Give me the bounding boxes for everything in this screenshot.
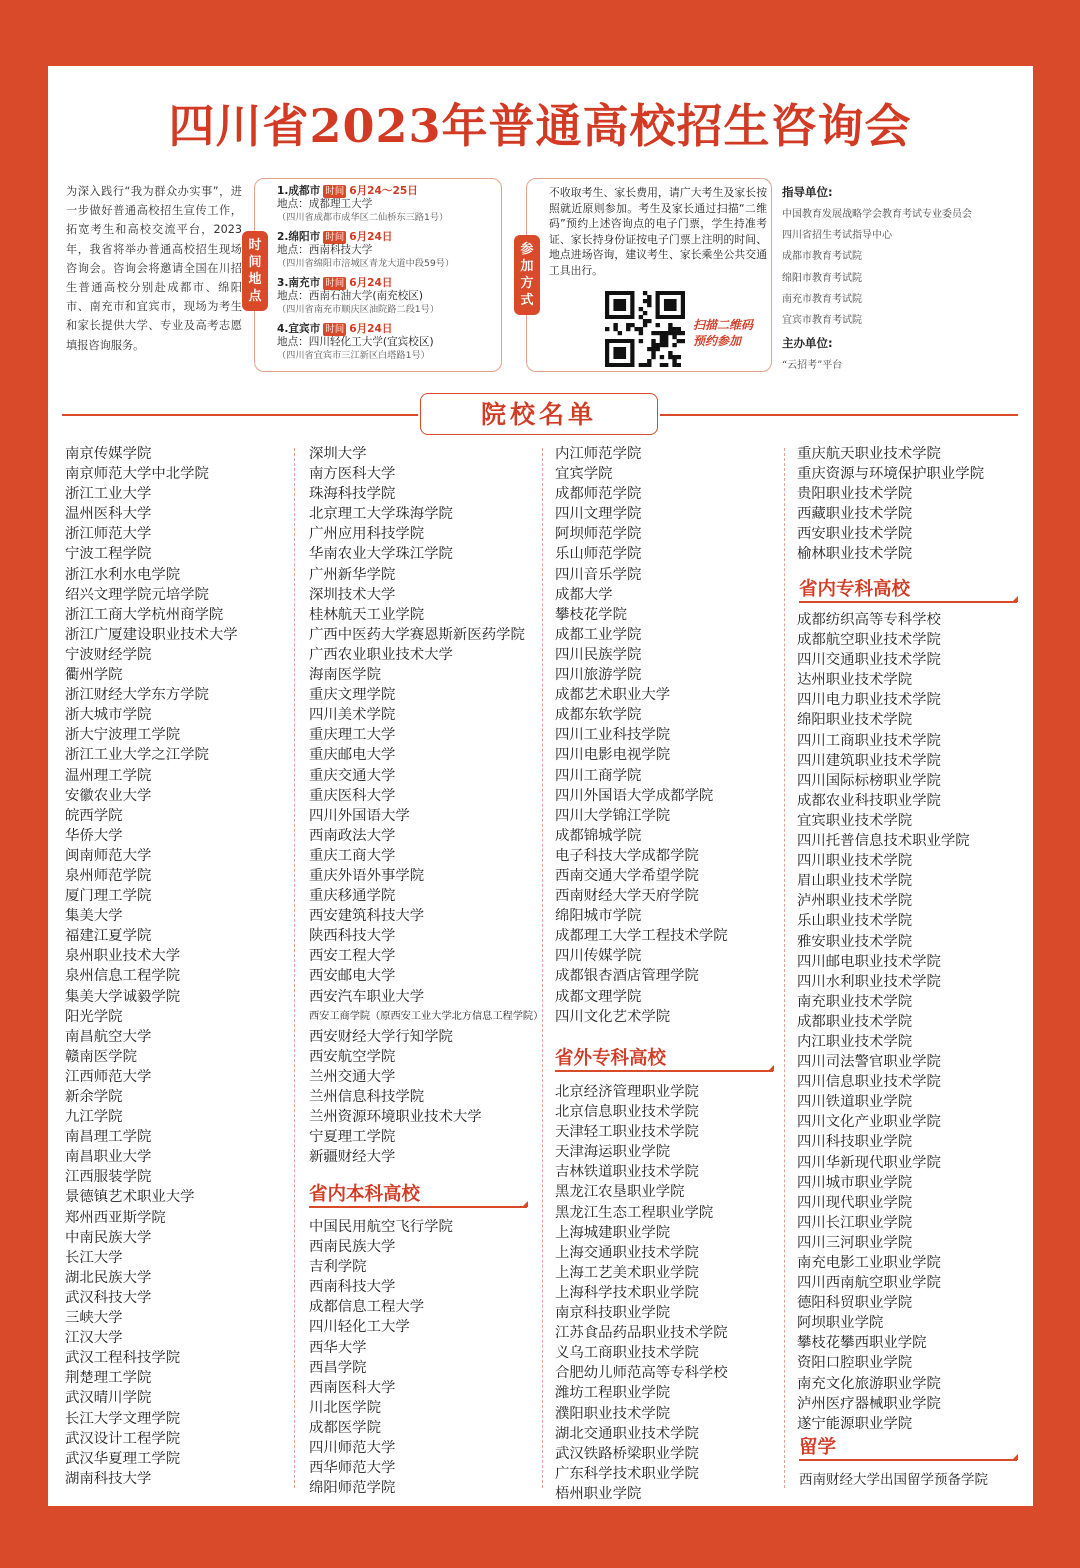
- college-item: 集美大学: [65, 908, 123, 925]
- college-item: 成都理工大学工程技术学院: [555, 928, 728, 945]
- college-item: 西南财经大学天府学院: [555, 888, 699, 905]
- college-item: 西安工程大学: [309, 948, 396, 965]
- college-item: 兰州交通大学: [309, 1068, 396, 1085]
- college-item: 桂林航天工业学院: [309, 606, 425, 623]
- scan-label-line1: 扫描二维码: [693, 318, 754, 332]
- college-item: 海南医学院: [309, 667, 381, 684]
- stop-date: 6月24～25日: [349, 185, 418, 197]
- college-item: 西华大学: [309, 1339, 367, 1356]
- college-column-3b: [555, 1082, 728, 1504]
- stop-address: （四川省成都市成华区二仙桥东三路1号）: [277, 212, 449, 223]
- college-column-4b: [797, 610, 970, 1434]
- college-item: 衢州学院: [65, 667, 123, 684]
- college-item: 新疆财经大学: [309, 1149, 396, 1166]
- college-item: 广州应用科技学院: [309, 526, 425, 543]
- college-item: 重庆工商大学: [309, 847, 396, 864]
- college-item: 四川文理学院: [555, 506, 642, 523]
- college-item: 四川工商学院: [555, 767, 642, 784]
- college-item: 四川电力职业技术学院: [797, 692, 941, 709]
- college-item: 四川长江职业学院: [797, 1214, 913, 1231]
- college-item: 上海交通职业技术学院: [555, 1244, 699, 1261]
- college-item: 浙江广厦建设职业技术大学: [65, 626, 238, 643]
- page-title: 四川省2023年普通高校招生咨询会: [168, 99, 912, 153]
- college-item: 南昌职业大学: [65, 1149, 152, 1166]
- college-item: 成都医学院: [309, 1419, 381, 1436]
- college-item: 四川外国语大学: [309, 807, 410, 824]
- college-item: 四川交通职业技术学院: [797, 652, 941, 669]
- college-item: 湖北交通职业技术学院: [555, 1425, 699, 1442]
- college-item: 宁波财经学院: [65, 646, 152, 663]
- college-item: 兰州资源环境职业技术大学: [309, 1109, 482, 1126]
- qr-code-icon[interactable]: [605, 291, 685, 367]
- college-item: 宁夏理工学院: [309, 1129, 396, 1146]
- college-item: 温州医科大学: [65, 506, 152, 523]
- college-item: 四川铁道职业学院: [797, 1094, 913, 1111]
- college-item: 西安建筑科技大学: [309, 908, 425, 925]
- join-tag: [514, 235, 540, 315]
- college-item: 泸州医疗器械职业学院: [797, 1395, 941, 1412]
- stop-date: 6月24日: [349, 277, 393, 289]
- stop-place: 地点：四川轻化工大学(宜宾校区): [277, 336, 434, 348]
- college-item: 西安汽车职业大学: [309, 988, 425, 1005]
- section-title-in-province-college: 省内专科高校: [799, 579, 911, 600]
- college-item: 浙江水利水电学院: [65, 566, 181, 583]
- college-item: 四川城市职业学院: [797, 1174, 913, 1191]
- time-label: 时间: [325, 278, 345, 289]
- college-item: 广东科学技术职业学院: [555, 1465, 699, 1482]
- organizers: [782, 180, 1032, 376]
- college-item: 赣南医学院: [65, 1048, 137, 1065]
- college-item: 北京理工大学珠海学院: [309, 506, 453, 523]
- college-item: 四川文化艺术学院: [555, 1008, 671, 1025]
- college-item: 武汉晴川学院: [65, 1390, 152, 1407]
- scan-label: [693, 317, 753, 349]
- college-item: 南京传媒学院: [65, 446, 152, 462]
- college-item: 武汉华夏理工学院: [65, 1450, 181, 1467]
- college-item: 泉州职业技术大学: [65, 948, 181, 965]
- college-item: 西安职业技术学院: [797, 526, 913, 543]
- college-item: 南方医科大学: [309, 466, 396, 483]
- college-item: 重庆医科大学: [309, 787, 396, 804]
- college-item: 阿坝职业学院: [797, 1315, 884, 1332]
- guide-label: 指导单位:: [782, 185, 833, 199]
- college-item: 三峡大学: [65, 1310, 123, 1327]
- time-label: 时间: [325, 232, 345, 243]
- college-item: 北京信息职业技术学院: [555, 1104, 699, 1121]
- college-item: 重庆文理学院: [309, 687, 396, 704]
- college-item: 四川音乐学院: [555, 566, 642, 583]
- college-item: 潍坊工程职业学院: [555, 1385, 671, 1402]
- college-item: 电子科技大学成都学院: [555, 847, 699, 864]
- college-item: 西南民族大学: [309, 1239, 396, 1256]
- college-item: 四川师范大学: [309, 1440, 396, 1457]
- college-item: 四川西南航空职业学院: [797, 1275, 941, 1292]
- college-item: 濮阳职业技术学院: [555, 1405, 671, 1422]
- college-item: 绵阳城市学院: [555, 908, 642, 925]
- college-item: 合肥幼儿师范高等专科学校: [555, 1365, 728, 1382]
- college-item: 四川水利职业技术学院: [797, 973, 941, 990]
- college-item: 阿坝师范学院: [555, 526, 642, 543]
- guide-org: 成都市教育考试院: [782, 251, 862, 263]
- college-item: 四川托普信息技术职业学院: [797, 833, 970, 850]
- college-item: 德阳科贸职业学院: [797, 1295, 913, 1312]
- college-item: 南京科技职业学院: [555, 1305, 671, 1322]
- college-item: 四川大学锦江学院: [555, 807, 671, 824]
- college-item: 武汉铁路桥梁职业学院: [555, 1445, 699, 1462]
- college-item: 南充职业技术学院: [797, 993, 913, 1010]
- college-item: 义乌工商职业技术学院: [555, 1345, 699, 1362]
- college-item: 西南交通大学希望学院: [555, 867, 699, 884]
- college-item: 成都师范学院: [555, 486, 642, 503]
- college-item: 四川建筑职业技术学院: [797, 752, 941, 769]
- college-column-3: [555, 444, 728, 1027]
- college-item: 武汉设计工程学院: [65, 1430, 181, 1447]
- college-item: 雅安职业技术学院: [797, 933, 913, 950]
- college-column-1: [65, 444, 238, 1489]
- college-item: 西安航空学院: [309, 1048, 396, 1065]
- stop-item: [277, 231, 499, 270]
- college-item: 阳光学院: [65, 1008, 123, 1025]
- college-item: 四川旅游学院: [555, 667, 642, 684]
- college-item: 武汉科技大学: [65, 1289, 152, 1306]
- college-item: 成都大学: [555, 586, 613, 603]
- college-item: 珠海科技学院: [309, 486, 396, 503]
- column-divider: [784, 448, 785, 1488]
- guide-org: 南充市教育考试院: [782, 293, 862, 305]
- college-item: 宁波工程学院: [65, 546, 152, 563]
- college-item: 浙大城市学院: [65, 707, 152, 724]
- time-label: 时间: [325, 324, 345, 335]
- intro-text: 为深入践行“我为群众办实事”，进一步做好普通高校招生宣传工作，拓宽考生和高校交流平台，2023年，我省将举办普通高校招生现场咨询会。咨询会将邀请全国在川招生普通高校分别赴成都市、绵阳市、南充市和宜宾市，现场为考生和家长提供大学、专业及高考志愿填报咨询服务。: [66, 185, 242, 352]
- college-item: 浙江工业大学之江学院: [65, 747, 209, 764]
- college-item: 眉山职业技术学院: [797, 873, 913, 890]
- college-item: 泉州信息工程学院: [65, 968, 181, 985]
- college-item: 内江师范学院: [555, 446, 642, 462]
- college-item: 南京师范大学中北学院: [65, 466, 209, 483]
- stop-address: （四川省南充市顺庆区油院路二段1号）: [277, 304, 440, 315]
- stop-city: 4.宜宾市: [277, 323, 321, 335]
- college-item: 湖南科技大学: [65, 1470, 152, 1487]
- college-item: 重庆理工大学: [309, 727, 396, 744]
- college-item: 西华师范大学: [309, 1460, 396, 1477]
- stop-date: 6月24日: [349, 231, 393, 243]
- guide-org: 中国教育发展战略学会教育考试专业委员会: [782, 209, 972, 220]
- college-item: 吉利学院: [309, 1259, 367, 1276]
- college-item: 成都信息工程大学: [309, 1299, 425, 1316]
- college-item: 宜宾学院: [555, 466, 613, 483]
- college-item: 中南民族大学: [65, 1229, 152, 1246]
- college-item: 贵阳职业技术学院: [797, 486, 913, 503]
- college-item: 西南医科大学: [309, 1379, 396, 1396]
- college-item: 深圳大学: [309, 446, 367, 462]
- section-underline: [309, 1206, 527, 1208]
- college-item: 陕西科技大学: [309, 928, 396, 945]
- college-item: 西安工商学院（原西安工业大学北方信息工程学院）: [309, 1010, 544, 1022]
- banner-line-right: [660, 414, 1018, 416]
- college-item: 成都职业技术学院: [797, 1013, 913, 1030]
- college-item: 重庆邮电大学: [309, 747, 396, 764]
- college-item: 四川外国语大学成都学院: [555, 787, 714, 804]
- college-item: 南昌航空大学: [65, 1028, 152, 1045]
- college-item: 江西师范大学: [65, 1068, 152, 1085]
- stop-city: 2.绵阳市: [277, 231, 321, 243]
- college-item: 成都农业科技职业学院: [797, 792, 941, 809]
- stop-item: [277, 323, 499, 362]
- stop-place: 地点：成都理工大学: [277, 198, 373, 210]
- college-item: 长江大学文理学院: [65, 1410, 181, 1427]
- college-item: 成都东软学院: [555, 707, 642, 724]
- college-item: 安徽农业大学: [65, 787, 152, 804]
- college-item: 西南财经大学出国留学预备学院: [799, 1472, 988, 1488]
- college-item: 闽南师范大学: [65, 847, 152, 864]
- college-item: 上海科学技术职业学院: [555, 1284, 699, 1301]
- college-item: 成都纺织高等专科学校: [797, 612, 941, 628]
- college-item: 南充电影工业职业学院: [797, 1255, 941, 1271]
- join-box: [520, 178, 772, 372]
- section-title-study-abroad: 留学: [799, 1437, 837, 1458]
- college-item: 四川文化产业职业学院: [797, 1114, 941, 1131]
- section-underline: [799, 601, 1017, 603]
- college-item: 梧州职业学院: [555, 1485, 642, 1502]
- time-place-tag: [242, 231, 268, 311]
- college-item: 皖西学院: [65, 807, 123, 824]
- college-item: 江汉大学: [65, 1330, 123, 1347]
- section-title-out-province-college: 省外专科高校: [555, 1048, 667, 1069]
- college-item: 上海城建职业学院: [555, 1224, 671, 1241]
- college-item: 榆林职业技术学院: [797, 546, 913, 563]
- college-item: 广西农业职业技术大学: [309, 646, 453, 663]
- college-item: 四川华新现代职业学院: [797, 1154, 941, 1171]
- tag-text: 时 间 地 点: [248, 238, 262, 304]
- college-item: 温州理工学院: [65, 767, 152, 784]
- section-underline: [799, 1459, 1017, 1461]
- college-item: 重庆外语外事学院: [309, 867, 425, 884]
- college-item: 成都银杏酒店管理学院: [555, 968, 699, 985]
- college-item: 武汉工程科技学院: [65, 1350, 181, 1367]
- college-item: 泉州师范学院: [65, 867, 152, 884]
- college-item: 四川职业技术学院: [797, 853, 913, 870]
- college-item: 吉林铁道职业技术学院: [555, 1164, 699, 1181]
- stop-date: 6月24日: [349, 323, 393, 335]
- college-item: 中国民用航空飞行学院: [309, 1219, 453, 1235]
- college-item: 宜宾职业技术学院: [797, 812, 913, 829]
- college-item: 荆楚理工学院: [65, 1370, 152, 1387]
- college-item: 成都艺术职业大学: [555, 687, 671, 704]
- college-item: 深圳技术大学: [309, 586, 396, 603]
- college-item: 长江大学: [65, 1249, 123, 1266]
- stop-place: 地点：西南科技大学: [277, 244, 373, 256]
- join-text: 不收取考生、家长费用，请广大考生及家长按照就近原则参加。考生及家长通过扫描“二维码”预约上述咨询点的电子门票，学生持准考证、家长持身份证按电子门票上注明的时间、地点进场咨询，建议考生、家长乘坐公共交通工具出行。: [549, 186, 767, 277]
- college-item: 景德镇艺术职业大学: [65, 1189, 195, 1206]
- stop-city: 1.成都市: [277, 185, 321, 197]
- college-item: 西南科技大学: [309, 1279, 396, 1296]
- college-item: 四川司法警官职业学院: [797, 1054, 941, 1071]
- college-item: 浙江财经大学东方学院: [65, 687, 209, 704]
- college-item: 四川美术学院: [309, 707, 396, 724]
- college-item: 浙江工商大学杭州商学院: [65, 606, 224, 623]
- college-item: 北京经济管理职业学院: [555, 1084, 699, 1100]
- college-item: 四川现代职业学院: [797, 1194, 913, 1211]
- stop-address: （四川省宜宾市三江新区白塔路1号）: [277, 350, 430, 361]
- college-item: 广西中医药大学赛恩斯新医药学院: [309, 626, 525, 643]
- college-item: 川北医学院: [309, 1399, 381, 1416]
- college-item: 达州职业技术学院: [797, 672, 913, 689]
- college-item: 黑龙江农垦职业学院: [555, 1184, 685, 1201]
- college-item: 重庆交通大学: [309, 767, 396, 784]
- college-item: 四川电影电视学院: [555, 747, 671, 764]
- college-item: 成都文理学院: [555, 988, 642, 1005]
- college-item: 西安财经大学行知学院: [309, 1028, 453, 1045]
- stop-address: （四川省绵阳市涪城区青龙大道中段59号）: [277, 258, 455, 269]
- college-item: 西安邮电大学: [309, 968, 396, 985]
- college-item: 黑龙江生态工程职业学院: [555, 1204, 714, 1221]
- stop-item: [277, 185, 499, 224]
- tag-text: 参 加 方 式: [520, 242, 534, 308]
- college-column-4: [797, 444, 984, 565]
- banner-line-left: [62, 414, 418, 416]
- college-item: 四川科技职业学院: [797, 1134, 913, 1151]
- section-underline: [555, 1070, 773, 1072]
- college-item: 广州新华学院: [309, 566, 396, 583]
- college-item: 九江学院: [65, 1109, 123, 1126]
- college-item: 浙江工业大学: [65, 486, 152, 503]
- college-column-2: [309, 444, 543, 1167]
- college-item: 天津轻工职业技术学院: [555, 1124, 699, 1141]
- college-item: 四川邮电职业技术学院: [797, 953, 941, 970]
- guide-org: 宜宾市教育考试院: [782, 315, 862, 327]
- time-label: 时间: [325, 186, 345, 197]
- college-item: 四川信息职业技术学院: [797, 1074, 941, 1091]
- college-item: 重庆航天职业技术学院: [797, 446, 941, 462]
- college-item: 成都航空职业技术学院: [797, 632, 941, 649]
- college-item: 郑州西亚斯学院: [65, 1209, 166, 1226]
- college-item: 内江职业技术学院: [797, 1033, 913, 1050]
- college-item: 泸州职业技术学院: [797, 893, 913, 910]
- college-item: 四川轻化工大学: [309, 1319, 410, 1336]
- college-item: 江苏食品药品职业技术学院: [555, 1325, 728, 1342]
- scan-label-line2: 预约参加: [693, 334, 742, 348]
- college-item: 遂宁能源职业学院: [797, 1415, 913, 1432]
- stop-item: [277, 277, 499, 316]
- college-item: 四川国际标榜职业学院: [797, 772, 941, 789]
- college-item: 四川三河职业学院: [797, 1234, 913, 1251]
- college-item: 绵阳师范学院: [309, 1480, 396, 1497]
- guide-org: 绵阳市教育考试院: [782, 272, 862, 284]
- college-item: 绍兴文理学院元培学院: [65, 586, 209, 603]
- college-item: 四川工商职业技术学院: [797, 732, 941, 749]
- college-item: 湖北民族大学: [65, 1269, 152, 1286]
- stop-city: 3.南充市: [277, 277, 321, 289]
- college-item: 攀枝花学院: [555, 606, 627, 623]
- college-item: 西南政法大学: [309, 827, 396, 844]
- stop-place: 地点：西南石油大学(南充校区): [277, 290, 423, 302]
- college-item: 华侨大学: [65, 827, 123, 844]
- college-item: 上海工艺美术职业学院: [555, 1264, 699, 1281]
- college-item: 乐山职业技术学院: [797, 913, 913, 930]
- college-item: 四川传媒学院: [555, 948, 642, 965]
- college-item: 兰州信息科技学院: [309, 1089, 425, 1105]
- college-item: 新余学院: [65, 1089, 123, 1105]
- college-item: 集美大学诚毅学院: [65, 988, 181, 1005]
- college-item: 天津海运职业学院: [555, 1144, 671, 1161]
- college-item: 乐山师范学院: [555, 546, 642, 563]
- college-item: 成都工业学院: [555, 626, 642, 643]
- list-title: 院校名单: [420, 393, 658, 435]
- college-item: 华南农业大学珠江学院: [309, 546, 453, 563]
- college-item: 浙江师范大学: [65, 526, 152, 543]
- college-item: 南充文化旅游职业学院: [797, 1375, 941, 1392]
- guide-org: 四川省招生考试指导中心: [782, 230, 892, 242]
- college-item: 厦门理工学院: [65, 888, 152, 905]
- college-item: 南昌理工学院: [65, 1129, 152, 1146]
- time-place-box: [248, 178, 502, 372]
- college-column-4c: [799, 1470, 988, 1490]
- college-item: 西昌学院: [309, 1359, 367, 1376]
- section-title-in-province-undergrad: 省内本科高校: [309, 1184, 421, 1205]
- host-label: 主办单位:: [782, 336, 833, 351]
- column-divider: [294, 448, 295, 1488]
- college-item: 浙大宁波理工学院: [65, 727, 181, 744]
- college-item: 攀枝花攀西职业学院: [797, 1335, 927, 1352]
- college-item: 重庆移通学院: [309, 888, 396, 905]
- college-item: 福建江夏学院: [65, 928, 152, 945]
- college-item: 四川工业科技学院: [555, 727, 671, 744]
- college-item: 重庆资源与环境保护职业学院: [797, 466, 985, 483]
- college-item: 西藏职业技术学院: [797, 506, 913, 523]
- college-column-2b: [309, 1217, 453, 1498]
- college-item: 江西服装学院: [65, 1169, 152, 1186]
- college-item: 资阳口腔职业学院: [797, 1355, 913, 1372]
- host-org: “云招考”平台: [782, 360, 843, 372]
- college-item: 绵阳职业技术学院: [797, 712, 913, 729]
- college-item: 四川民族学院: [555, 646, 642, 663]
- college-item: 成都锦城学院: [555, 827, 642, 844]
